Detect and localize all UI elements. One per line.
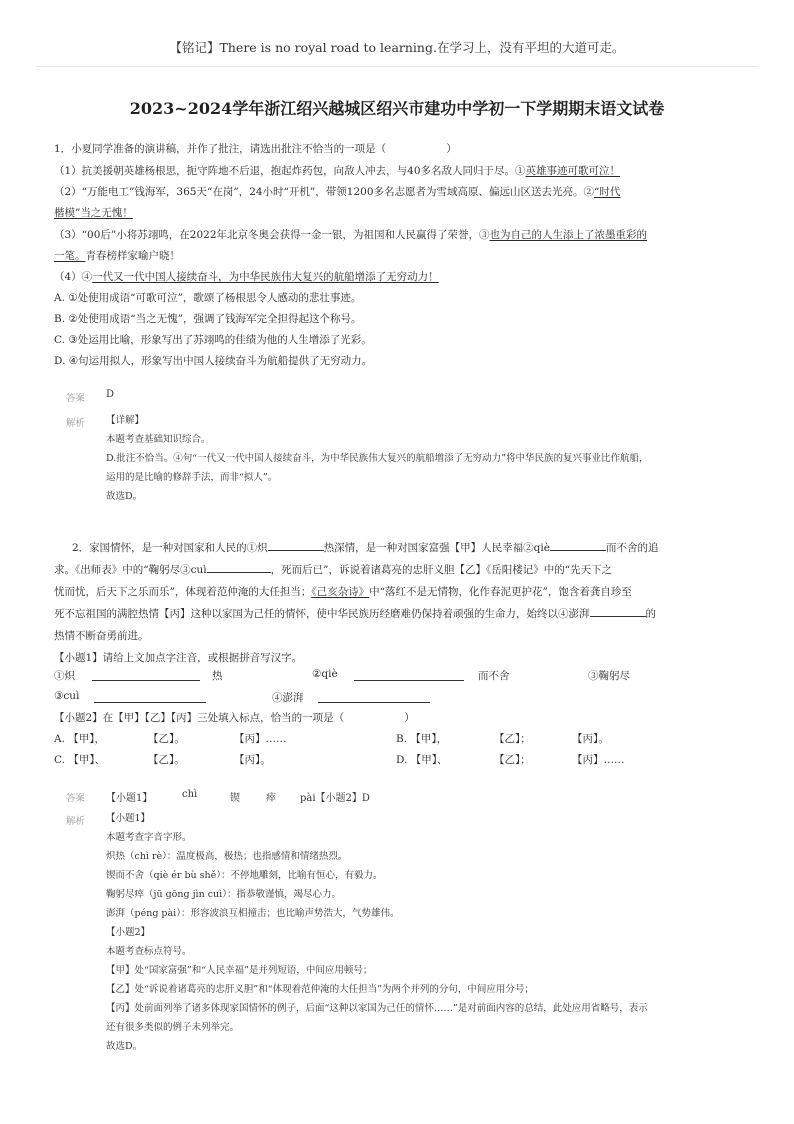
q2-text: 死不忘祖国的满腔热情【丙】这种以家国为己任的情怀，使中华民族历经磨难仍保持着顽强的生命力，始终以④澎湃 xyxy=(54,608,590,620)
q1-item-2 xyxy=(54,182,744,203)
q2-subquestion-1: 【小题1】请给上文加点字注音，或根据拼音写汉字。 xyxy=(54,652,303,664)
q1-option-d[interactable]: D. ④句运用拟人，形象写出中国人接续奋斗为航船提供了无穷动力。 xyxy=(54,355,373,367)
q1-item-4-underlined: 一代又一代中国人接续奋斗，为中华民族伟大复兴的航船增添了无穷动力！ xyxy=(92,271,439,283)
q1-item-4-text: （4）④ xyxy=(54,271,93,283)
q1-item-1-text: （1）抗美援朝英雄杨根思，扼守阵地不后退，抱起炸药包，向敌人冲去，与40多名敌人同归于尽。① xyxy=(54,165,526,177)
q2-fill-2-input[interactable] xyxy=(354,668,464,681)
q2-fill-3-label: ③鞠躬尽 xyxy=(588,670,630,682)
q1-item-1 xyxy=(54,161,744,182)
q2-analysis-line: 本题考查字音字形。 xyxy=(106,832,192,843)
q1-item-3-underlined-cont: 一笔。 xyxy=(54,250,86,262)
q2-analysis-line: 锲而不舍（qiè ér bù shě）：不停地雕刻，比喻有恒心，有毅力。 xyxy=(106,870,383,881)
q2-blank-2[interactable] xyxy=(550,538,606,551)
q2-analysis-line: 【小题1】 xyxy=(106,813,151,824)
q2-text: ，死而后已”，诉说着诸葛亮的忠肝义胆【乙】《岳阳楼记》中的“先天下之 xyxy=(270,564,613,576)
q1-stem-close: ） xyxy=(446,143,457,155)
q2-blank-1[interactable] xyxy=(268,538,324,551)
q2-passage-line xyxy=(54,560,744,581)
q1-item-4 xyxy=(54,267,744,288)
q2-text: 忧而忧，后天下之乐而乐”，体现着范仲淹的大任担当； xyxy=(54,586,312,598)
option-part: A. 【甲】， xyxy=(54,733,106,745)
option-part: D. 【甲】、 xyxy=(396,754,448,766)
q2-text: 2．家国情怀，是一种对国家和人民的①炽 xyxy=(72,542,268,554)
q1-answer: D xyxy=(106,389,115,400)
q2-answer-part: chì xyxy=(182,789,198,800)
q2-text: 求。《出师表》中的“鞠躬尽③cuì xyxy=(54,564,207,576)
q2-analysis-label: 解析 xyxy=(66,816,86,827)
option-part: 【丙】。 xyxy=(572,733,609,745)
q1-item-1-underlined: 英雄事迹可歌可泣！ xyxy=(525,165,621,177)
q1-item-3-text: （3）“00后”小将苏翊鸣，在2022年北京冬奥会获得一金一银，为祖国和人民赢得了荣誉，③ xyxy=(54,229,490,241)
q1-analysis-line: 【详解】 xyxy=(106,415,145,426)
q2-fill-1-label: ①炽 xyxy=(54,670,75,682)
q2-fill-4-input[interactable] xyxy=(94,690,206,703)
q2-subquestion-2 xyxy=(54,708,744,729)
q2-fill-2-tail: 而不舍 xyxy=(478,670,510,682)
q2-fill-5-input[interactable] xyxy=(318,690,430,703)
q2-text-underlined: 《己亥杂诗》 xyxy=(311,586,370,598)
q2-analysis-line: 鞠躬尽瘁（jū gōng jìn cuì）：指恭敬谨慎，竭尽心力。 xyxy=(106,889,341,900)
q2-answer-part: 【小题1】 xyxy=(106,793,153,804)
q2-analysis-line: 本题考查标点符号。 xyxy=(106,946,192,957)
option-part: 【丙】…… xyxy=(234,733,287,745)
q2-analysis-line: 【甲】处“国家富强”和“人民幸福”是并列短语，中间应用顿号； xyxy=(106,965,373,976)
q1-analysis-label: 解析 xyxy=(66,418,86,429)
q2-answer-part: pài【小题2】D xyxy=(300,793,370,804)
q2-sub2-close: ） xyxy=(404,712,415,724)
q2-analysis-line: 炽热（chì rè）：温度极高，极热；也指感情和情绪热烈。 xyxy=(106,851,348,862)
q2-answer-part: 瘁 xyxy=(266,793,276,804)
q2-analysis-line: 【丙】处前面列举了诸多体现家国情怀的例子，后面“这种以家国为己任的情怀……”是对前面内容的总结，此处应用省略号，表示 xyxy=(106,1003,648,1014)
option-part: 【乙】； xyxy=(494,754,531,766)
q2-fill-2-label: ②qiè xyxy=(312,668,338,680)
option-part: 【丙】。 xyxy=(234,754,271,766)
header-divider xyxy=(36,66,758,67)
option-part: C. 【甲】、 xyxy=(54,754,106,766)
q2-analysis-line: 澎湃（péng pài）：形容波浪互相撞击；也比喻声势浩大，气势雄伟。 xyxy=(106,908,400,919)
q1-analysis-line: 运用的是比喻的修辞手法，而非“拟人”。 xyxy=(106,472,278,483)
q2-analysis-line: 故选D。 xyxy=(106,1041,143,1052)
q2-fill-5-label: ④澎湃 xyxy=(272,692,304,704)
q2-analysis-line: 还有很多类似的例子未列举完。 xyxy=(106,1022,240,1033)
motto-banner: 【铭记】There is no royal road to learning.在学习上，没有平坦的大道可走。 xyxy=(169,40,625,55)
q1-item-2-cont xyxy=(54,203,744,224)
exam-title: 2023~2024学年浙江绍兴越城区绍兴市建功中学初一下学期期末语文试卷 xyxy=(129,99,665,118)
q1-item-2-underlined: “时代 xyxy=(594,186,621,198)
q2-answer-part: 锲 xyxy=(230,793,240,804)
q1-analysis-line: 故选D。 xyxy=(106,491,143,502)
q1-item-3-tail: 青春榜样家喻户晓！ xyxy=(85,250,180,262)
q1-item-3 xyxy=(54,225,744,246)
q1-option-c[interactable]: C. ③处运用比喻，形象写出了苏翊鸣的佳绩为他的人生增添了光彩。 xyxy=(54,334,372,346)
option-part: 【乙】； xyxy=(494,733,531,745)
q2-passage-line: 热情不断奋勇前进。 xyxy=(54,630,149,642)
q1-option-a[interactable]: A. ①处使用成语“可歌可泣”，歌颂了杨根思令人感动的悲壮事迹。 xyxy=(54,292,362,304)
q2-fill-4-label: ③cuì xyxy=(54,690,80,702)
q1-item-3-underlined: 也为自己的人生添上了浓墨重彩的 xyxy=(489,229,647,241)
option-part: 【乙】。 xyxy=(148,754,185,766)
option-part: 【丙】…… xyxy=(572,754,625,766)
q2-passage-line xyxy=(72,538,744,559)
q1-item-2-text: （2）“万能电工”钱海军，365天“在岗”，24小时“开机”，带领1200多名志愿者为雪域高原、偏远山区送去光亮。② xyxy=(54,186,595,198)
q1-option-b[interactable]: B. ②处使用成语“当之无愧”，强调了钱海军完全担得起这个称号。 xyxy=(54,313,362,325)
q2-passage-line xyxy=(54,604,744,625)
q2-fill-1-input[interactable] xyxy=(92,668,200,681)
q1-stem-text: 1．小夏同学准备的演讲稿，并作了批注，请选出批注不恰当的一项是（ xyxy=(54,143,387,155)
q2-blank-4[interactable] xyxy=(590,604,646,617)
option-part: 【乙】。 xyxy=(148,733,185,745)
q2-fill-1-tail: 热 xyxy=(212,670,223,682)
q2-answer-label: 答案 xyxy=(66,793,86,804)
q2-text: 热深情，是一种对国家富强【甲】人民幸福②qiè xyxy=(323,542,550,554)
q2-blank-3[interactable] xyxy=(207,560,271,573)
q2-analysis-line: 【乙】处“诉说着诸葛亮的忠肝义胆”和“体现着范仲淹的大任担当”为两个并列的分句，中间应用分号； xyxy=(106,984,534,995)
q2-sub2-text: 【小题2】在【甲】【乙】【丙】三处填入标点，恰当的一项是（ xyxy=(54,712,345,724)
q1-analysis-line: 本题考查基础知识综合。 xyxy=(106,434,211,445)
q1-stem xyxy=(54,139,744,160)
q1-analysis-line: D.批注不恰当。④句“一代又一代中国人接续奋斗，为中华民族伟大复兴的航船增添了无穷动力”将中华民族的复兴事业比作航船， xyxy=(106,453,649,464)
q1-item-3-cont xyxy=(54,246,744,267)
option-part: B. 【甲】， xyxy=(396,733,448,745)
q2-text: 而不舍的追 xyxy=(605,542,659,554)
q2-text: 中“落红不是无情物，化作春泥更护花”，饱含着龚自珍至 xyxy=(369,586,632,598)
q2-passage-line xyxy=(54,582,744,603)
q1-item-2-underlined-cont: 楷模”当之无愧！ xyxy=(54,207,133,219)
q2-analysis-line: 【小题2】 xyxy=(106,927,151,938)
q2-text: 的 xyxy=(645,608,656,620)
q1-answer-label: 答案 xyxy=(66,393,86,404)
